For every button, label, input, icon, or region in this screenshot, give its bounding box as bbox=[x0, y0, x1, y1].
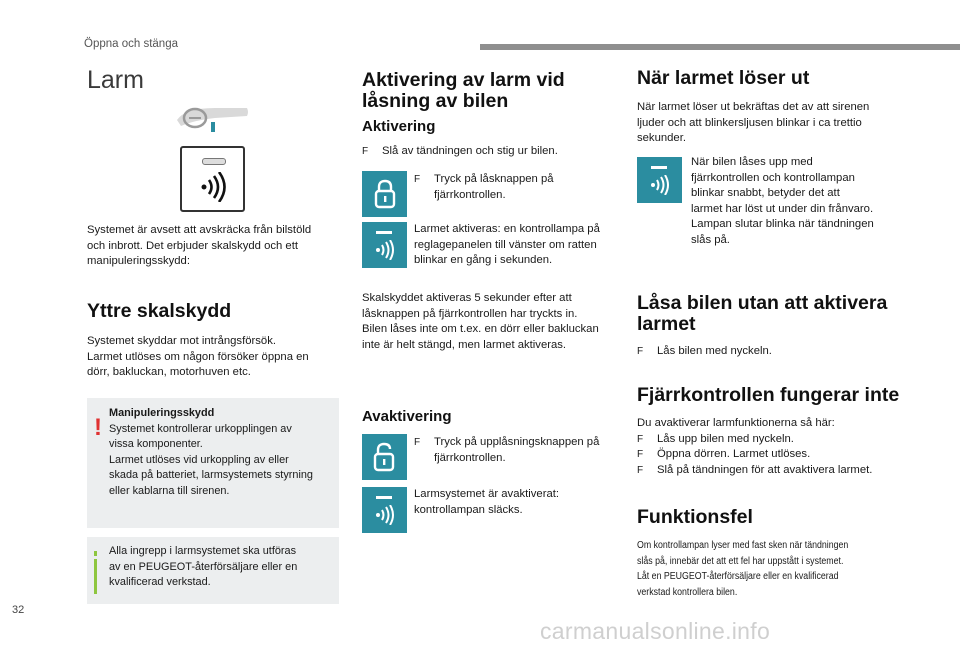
warning-title: Manipuleringsskydd bbox=[109, 407, 215, 419]
info-icon bbox=[94, 551, 97, 595]
yttre-text: Systemet skyddar mot intrångsförsök. Larmet utlöses om någon försöker öppna en dörr, bakluckan, motorhuven etc. bbox=[87, 335, 309, 378]
alarm-indicator-icon bbox=[362, 487, 407, 533]
yttre-heading: Yttre skalskydd bbox=[87, 300, 232, 322]
info-notice bbox=[87, 537, 339, 604]
alarm-indicator-icon bbox=[637, 157, 682, 203]
funktionsfel-heading: Funktionsfel bbox=[637, 506, 753, 528]
intro-text: Systemet är avsett att avskräcka från bilstöld och inbrott. Det erbjuder skalskydd och ett manipuleringsskydd: bbox=[87, 224, 312, 267]
loser-icon-text: När bilen låses upp med fjärrkontrollen och kontrollampan blinkar snabbt, betyder det att larmet har löst ut under din frånvaro. Lampan slutar blinka när tändningen slås på. bbox=[691, 156, 874, 246]
alarm-indicator-icon bbox=[362, 222, 407, 268]
step-lock-with-key: F Lås bilen med nyckeln. bbox=[637, 345, 772, 357]
lasa-heading: Låsa bilen utan att aktivera larmet bbox=[637, 292, 888, 335]
page-number: 32 bbox=[12, 604, 25, 616]
page-title: Larm bbox=[87, 66, 144, 94]
funktionsfel-text: Om kontrollampan lyser med fast sken när tändningen slås på, innebär det att ett fel har uppstått i systemet. Låt en PEUGEOT-återförsäljare eller en kvalificerad verkstad kontrollera bilen. bbox=[637, 540, 849, 598]
avaktivering-subheading: Avaktivering bbox=[362, 408, 452, 425]
info-text: Alla ingrepp i larmsystemet ska utföras av en PEUGEOT-återförsäljare eller en kvalificerad verkstad. bbox=[109, 545, 298, 589]
lock-button-icon bbox=[362, 171, 407, 217]
alarm-sensor-icon bbox=[180, 146, 245, 212]
activation-heading: Aktivering av larm vid låsning av bilen bbox=[362, 69, 565, 112]
loser-heading: När larmet löser ut bbox=[637, 67, 810, 89]
step-press-lock: F Tryck på låsknappen på fjärrkontrollen. bbox=[414, 173, 554, 201]
activated-text: Larmet aktiveras: en kontrollampa på reglagepanelen till vänster om ratten blinkar en gång i sekunden. bbox=[414, 223, 600, 266]
warning-notice: ! Manipuleringsskydd Systemet kontrollerar urkopplingen av vissa komponenter. Larmet utlöses vid urkoppling av eller skada på batteriet, larmsystemets styrning eller kablarna till sirenen. bbox=[87, 398, 339, 528]
step-ignition-off: F Slå av tändningen och stig ur bilen. bbox=[362, 145, 558, 157]
skalskydd-text: Skalskyddet aktiveras 5 sekunder efter att låsknappen på fjärrkontrollen har tryckts in. Bilen låses inte om t.ex. en dörr eller bakluckan inte är helt stängd, men larmet aktiveras. bbox=[362, 292, 599, 351]
aktivering-subheading: Aktivering bbox=[362, 118, 436, 135]
fjarr-heading: Fjärrkontrollen fungerar inte bbox=[637, 384, 900, 406]
watermark: carmanualsonline.info bbox=[540, 618, 771, 644]
header-bar bbox=[480, 44, 960, 50]
loser-text: När larmet löser ut bekräftas det av att sirenen ljuder och att blinkersljusen blinkar i ca trettio sekunder. bbox=[637, 101, 870, 144]
deactivated-text: Larmsystemet är avaktiverat: kontrollampan släcks. bbox=[414, 488, 560, 516]
unlock-button-icon bbox=[362, 434, 407, 480]
dashboard-illustration-icon bbox=[175, 100, 250, 136]
section-title: Öppna och stänga bbox=[84, 38, 178, 50]
warning-icon: ! bbox=[94, 414, 102, 441]
step-press-unlock: F Tryck på upplåsningsknappen på fjärrkontrollen. bbox=[414, 436, 600, 464]
fjarr-text: Du avaktiverar larmfunktionerna så här: F Lås upp bilen med nyckeln. F Öppna dörren. Larmet utlöses. F Slå på tändningen för att avaktivera larmet. bbox=[637, 417, 873, 476]
